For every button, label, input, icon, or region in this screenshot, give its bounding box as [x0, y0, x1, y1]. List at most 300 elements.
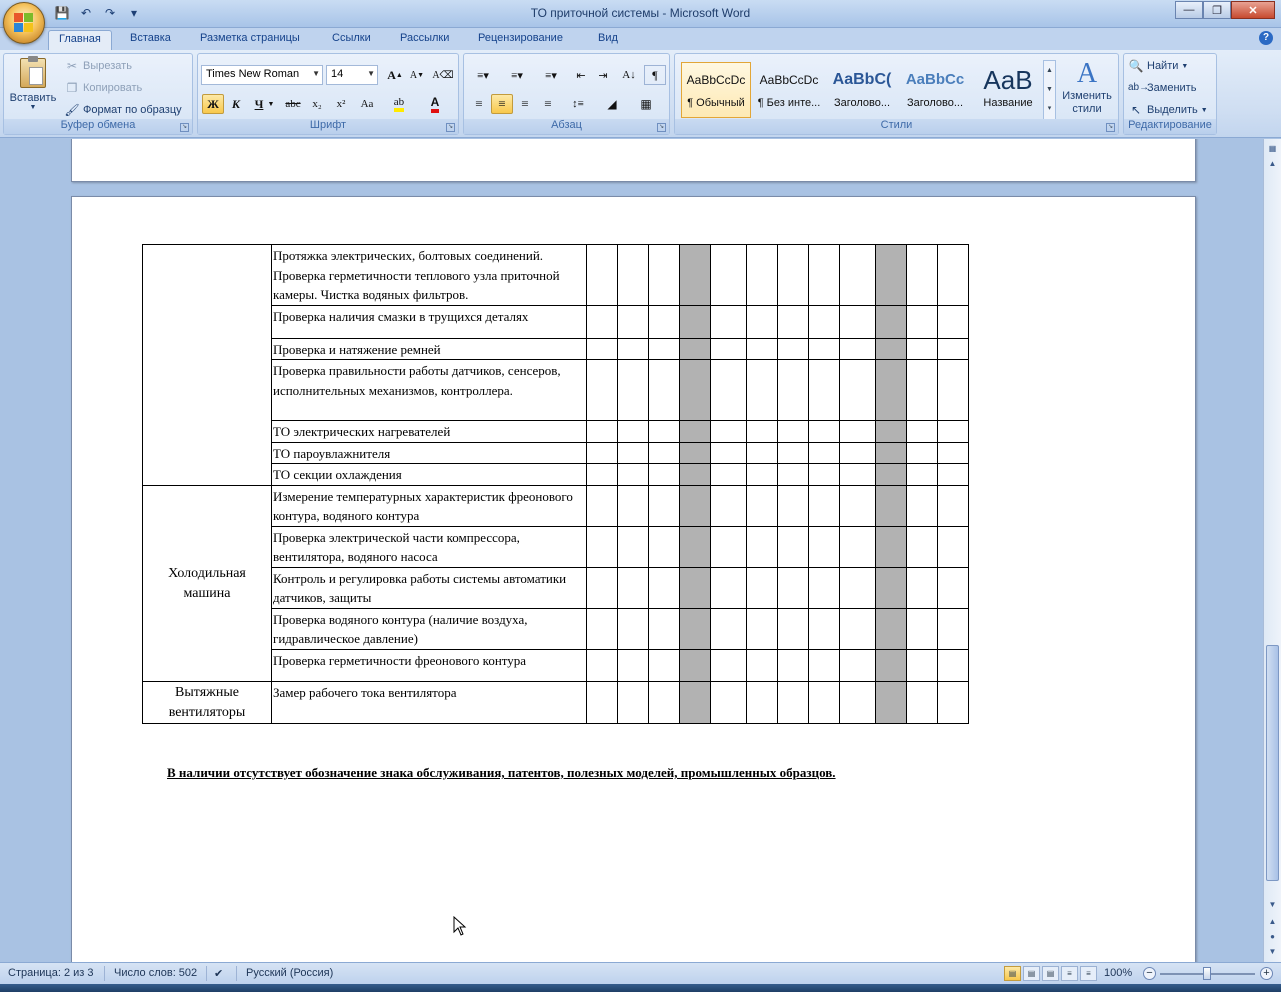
- schedule-cell[interactable]: [907, 245, 938, 306]
- schedule-cell[interactable]: [747, 245, 778, 306]
- paste-button[interactable]: [8, 56, 58, 118]
- office-logo-icon: [14, 13, 34, 33]
- align-left-button[interactable]: [468, 94, 490, 114]
- schedule-cell[interactable]: [778, 245, 809, 306]
- task-cell[interactable]: Протяжка электрических, болтовых соединений. Проверка герметичности теплового узла приточной камеры. Чистка водяных фильтров.: [272, 245, 587, 306]
- window-controls: [1175, 1, 1275, 19]
- schedule-cell[interactable]: [680, 245, 711, 306]
- task-cell[interactable]: Контроль и регулировка работы системы автоматики датчиков, защиты: [272, 567, 587, 608]
- line-spacing-button[interactable]: [564, 94, 592, 114]
- task-cell[interactable]: Проверка и натяжение ремней: [272, 338, 587, 360]
- schedule-cell[interactable]: [840, 245, 876, 306]
- schedule-cell[interactable]: [840, 442, 876, 464]
- task-cell[interactable]: ТО секции охлаждения: [272, 464, 587, 486]
- change-styles-label: Изменить стили: [1062, 90, 1112, 115]
- save-icon[interactable]: 💾: [54, 6, 70, 20]
- subscript-button[interactable]: x₂: [312, 98, 322, 110]
- schedule-cell[interactable]: [907, 649, 938, 681]
- align-right-icon: ≡: [521, 96, 529, 111]
- schedule-cell[interactable]: [840, 464, 876, 486]
- tab-view[interactable]: Вид: [598, 32, 618, 44]
- task-cell[interactable]: ТО электрических нагревателей: [272, 421, 587, 443]
- paragraph-group: [463, 53, 670, 135]
- schedule-cell[interactable]: [587, 305, 618, 338]
- mouse-cursor-icon: [453, 916, 467, 936]
- close-button[interactable]: ✕: [1231, 1, 1275, 19]
- schedule-cell[interactable]: [907, 567, 938, 608]
- ribbon: [0, 50, 1281, 138]
- schedule-cell[interactable]: [840, 526, 876, 567]
- numbering-icon: ≡▾: [511, 69, 523, 82]
- zoom-in-icon[interactable]: +: [1260, 967, 1273, 980]
- schedule-cell[interactable]: [876, 608, 907, 649]
- document-page[interactable]: [71, 196, 1196, 962]
- schedule-cell[interactable]: [907, 442, 938, 464]
- schedule-cell[interactable]: [587, 360, 618, 421]
- full-screen-reading-icon[interactable]: ▤: [1023, 966, 1040, 981]
- ribbon-tabs: [0, 28, 1281, 50]
- web-layout-icon[interactable]: ▤: [1042, 966, 1059, 981]
- show-marks-button[interactable]: [644, 65, 666, 85]
- schedule-cell[interactable]: [587, 608, 618, 649]
- next-page-icon[interactable]: ▼: [1268, 947, 1277, 956]
- schedule-cell[interactable]: [618, 442, 649, 464]
- schedule-cell[interactable]: [649, 464, 680, 486]
- schedule-cell[interactable]: [680, 442, 711, 464]
- style-sample: AaBbCcDc: [686, 73, 746, 87]
- tab-references[interactable]: Ссылки: [332, 32, 371, 44]
- schedule-cell[interactable]: [649, 526, 680, 567]
- borders-button[interactable]: [632, 94, 660, 114]
- align-right-button[interactable]: [514, 94, 536, 114]
- chevron-down-icon: ▼: [367, 69, 375, 78]
- task-cell[interactable]: Проверка наличия смазки в трущихся деталях: [272, 305, 587, 338]
- schedule-cell[interactable]: [711, 608, 747, 649]
- scroll-thumb[interactable]: [1266, 645, 1279, 881]
- underline-dropdown-icon[interactable]: ▼: [267, 100, 275, 108]
- schedule-cell[interactable]: [778, 608, 809, 649]
- schedule-cell[interactable]: [618, 360, 649, 421]
- font-color-icon: A: [431, 95, 440, 113]
- cursor-icon: ↖: [1130, 103, 1142, 117]
- change-styles-icon: A: [1076, 58, 1098, 89]
- schedule-cell[interactable]: [809, 681, 840, 723]
- schedule-cell[interactable]: [587, 649, 618, 681]
- zoom-slider-knob[interactable]: [1203, 967, 1211, 980]
- status-bar: [0, 962, 1281, 984]
- schedule-cell[interactable]: [747, 608, 778, 649]
- schedule-cell[interactable]: [907, 681, 938, 723]
- schedule-cell[interactable]: [907, 464, 938, 486]
- schedule-cell[interactable]: [809, 421, 840, 443]
- table-row: [143, 681, 969, 723]
- decrease-indent-button[interactable]: [570, 65, 592, 85]
- zoom-level[interactable]: 100%: [1104, 967, 1133, 979]
- strikethrough-button[interactable]: abc: [285, 98, 301, 110]
- schedule-cell[interactable]: [840, 608, 876, 649]
- clipboard-launcher-icon[interactable]: ↘: [181, 124, 188, 130]
- task-cell[interactable]: Замер рабочего тока вентилятора: [272, 681, 587, 723]
- schedule-cell[interactable]: [747, 305, 778, 338]
- schedule-cell[interactable]: [809, 245, 840, 306]
- font-name-combo[interactable]: [201, 65, 323, 85]
- schedule-cell[interactable]: [747, 681, 778, 723]
- shrink-font-icon: A: [409, 69, 418, 81]
- schedule-cell[interactable]: [840, 421, 876, 443]
- schedule-cell[interactable]: [840, 567, 876, 608]
- schedule-cell[interactable]: [907, 338, 938, 360]
- office-button[interactable]: [3, 2, 45, 44]
- task-cell[interactable]: Измерение температурных характеристик фреонового контура, водяного контура: [272, 485, 587, 526]
- brush-icon: 🖌: [64, 103, 80, 117]
- bold-button[interactable]: Ж: [202, 94, 224, 114]
- schedule-cell[interactable]: [809, 442, 840, 464]
- schedule-cell[interactable]: [938, 305, 969, 338]
- scroll-down-icon[interactable]: ▼: [1268, 900, 1277, 909]
- status-divider: [104, 966, 105, 981]
- windows-taskbar: [0, 984, 1281, 992]
- tab-review[interactable]: Рецензирование: [478, 32, 563, 44]
- paint-bucket-icon: ◢: [607, 96, 617, 111]
- style-normal[interactable]: [681, 62, 751, 118]
- schedule-cell[interactable]: [778, 338, 809, 360]
- schedule-cell[interactable]: [747, 360, 778, 421]
- style-no-spacing[interactable]: [754, 62, 824, 118]
- schedule-cell[interactable]: [711, 421, 747, 443]
- schedule-cell[interactable]: [649, 245, 680, 306]
- schedule-cell[interactable]: [680, 485, 711, 526]
- bullets-button[interactable]: [468, 65, 498, 85]
- schedule-cell[interactable]: [618, 245, 649, 306]
- schedule-cell[interactable]: [747, 485, 778, 526]
- redo-icon[interactable]: ↷: [104, 6, 116, 20]
- schedule-cell[interactable]: [711, 305, 747, 338]
- language-indicator[interactable]: Русский (Россия): [246, 967, 334, 979]
- schedule-cell[interactable]: [778, 567, 809, 608]
- maintenance-table: [142, 244, 969, 724]
- schedule-cell[interactable]: [809, 360, 840, 421]
- copy-button[interactable]: [64, 78, 142, 98]
- schedule-cell[interactable]: [876, 485, 907, 526]
- align-center-button[interactable]: [491, 94, 513, 114]
- schedule-cell[interactable]: [938, 360, 969, 421]
- document-area[interactable]: [0, 139, 1263, 962]
- schedule-cell[interactable]: [649, 608, 680, 649]
- schedule-cell[interactable]: [747, 464, 778, 486]
- schedule-cell[interactable]: [938, 526, 969, 567]
- font-size-combo[interactable]: [326, 65, 378, 85]
- grow-font-button[interactable]: A ▲: [387, 67, 403, 82]
- change-styles-button[interactable]: [1059, 58, 1115, 120]
- schedule-cell[interactable]: [778, 649, 809, 681]
- schedule-cell[interactable]: [711, 485, 747, 526]
- schedule-cell[interactable]: [618, 608, 649, 649]
- schedule-cell[interactable]: [938, 464, 969, 486]
- schedule-cell[interactable]: [907, 608, 938, 649]
- styles-scroll-buttons[interactable]: ▲ ▼ ▾: [1043, 60, 1056, 120]
- schedule-cell[interactable]: [680, 360, 711, 421]
- schedule-cell[interactable]: [711, 442, 747, 464]
- schedule-cell[interactable]: [938, 608, 969, 649]
- font-group: [197, 53, 459, 135]
- schedule-cell[interactable]: [778, 442, 809, 464]
- schedule-cell[interactable]: [618, 485, 649, 526]
- schedule-cell[interactable]: [907, 526, 938, 567]
- schedule-cell[interactable]: [587, 681, 618, 723]
- schedule-cell[interactable]: [747, 442, 778, 464]
- schedule-cell[interactable]: [809, 649, 840, 681]
- print-layout-icon[interactable]: ▤: [1004, 966, 1021, 981]
- schedule-cell[interactable]: [711, 526, 747, 567]
- schedule-cell[interactable]: [876, 338, 907, 360]
- schedule-cell[interactable]: [809, 464, 840, 486]
- clear-formatting-button[interactable]: [432, 65, 454, 85]
- schedule-cell[interactable]: [587, 526, 618, 567]
- underline-button[interactable]: Ч: [254, 96, 264, 111]
- schedule-cell[interactable]: [587, 567, 618, 608]
- window-title: ТО приточной системы - Microsoft Word: [530, 6, 751, 20]
- schedule-cell[interactable]: [840, 485, 876, 526]
- schedule-cell[interactable]: [747, 649, 778, 681]
- task-cell[interactable]: Проверка электрической части компрессора, вентилятора, водяного насоса: [272, 526, 587, 567]
- word-count[interactable]: Число слов: 502: [114, 967, 198, 979]
- shrink-font-button[interactable]: A ▼: [409, 69, 425, 81]
- browse-object-icon[interactable]: ●: [1270, 932, 1275, 941]
- scroll-up-icon[interactable]: ▲: [1268, 159, 1277, 168]
- schedule-cell[interactable]: [778, 421, 809, 443]
- schedule-cell[interactable]: [649, 485, 680, 526]
- tab-page-layout[interactable]: Разметка страницы: [200, 32, 300, 44]
- schedule-cell[interactable]: [876, 360, 907, 421]
- previous-page-icon[interactable]: ▲: [1268, 917, 1277, 926]
- schedule-cell[interactable]: [680, 421, 711, 443]
- style-sample: AaBbCc: [905, 71, 965, 88]
- schedule-cell[interactable]: [618, 681, 649, 723]
- vertical-scrollbar[interactable]: [1263, 139, 1281, 962]
- schedule-cell[interactable]: [680, 305, 711, 338]
- schedule-cell[interactable]: [840, 360, 876, 421]
- schedule-cell[interactable]: [649, 442, 680, 464]
- schedule-cell[interactable]: [876, 649, 907, 681]
- schedule-cell[interactable]: [649, 649, 680, 681]
- schedule-cell[interactable]: [649, 338, 680, 360]
- maximize-button[interactable]: ❐: [1203, 1, 1231, 19]
- schedule-cell[interactable]: [809, 305, 840, 338]
- schedule-cell[interactable]: [618, 305, 649, 338]
- schedule-cell[interactable]: [938, 338, 969, 360]
- schedule-cell[interactable]: [680, 681, 711, 723]
- draft-view-icon[interactable]: ≡: [1080, 966, 1097, 981]
- schedule-cell[interactable]: [649, 681, 680, 723]
- superscript-button[interactable]: x²: [336, 98, 346, 110]
- schedule-cell[interactable]: [840, 681, 876, 723]
- schedule-cell[interactable]: [711, 360, 747, 421]
- sort-button[interactable]: [618, 65, 640, 85]
- schedule-cell[interactable]: [876, 442, 907, 464]
- schedule-cell[interactable]: [876, 245, 907, 306]
- clear-formatting-icon: A⌫: [432, 69, 454, 81]
- schedule-cell[interactable]: [938, 245, 969, 306]
- schedule-cell[interactable]: [876, 421, 907, 443]
- schedule-cell[interactable]: [680, 526, 711, 567]
- schedule-cell[interactable]: [938, 421, 969, 443]
- schedule-cell[interactable]: [747, 421, 778, 443]
- schedule-cell[interactable]: [938, 485, 969, 526]
- schedule-cell[interactable]: [778, 681, 809, 723]
- schedule-cell[interactable]: [587, 338, 618, 360]
- schedule-cell[interactable]: [778, 485, 809, 526]
- page-count[interactable]: Страница: 2 из 3: [8, 967, 94, 979]
- schedule-cell[interactable]: [711, 681, 747, 723]
- schedule-cell[interactable]: [711, 649, 747, 681]
- select-button[interactable]: [1128, 100, 1208, 120]
- schedule-cell[interactable]: [680, 608, 711, 649]
- schedule-cell[interactable]: [649, 360, 680, 421]
- chevron-down-icon: ▼: [1181, 62, 1189, 70]
- schedule-cell[interactable]: [747, 338, 778, 360]
- paragraph-launcher-icon[interactable]: ↘: [658, 124, 665, 130]
- schedule-cell[interactable]: [747, 526, 778, 567]
- schedule-cell[interactable]: [876, 526, 907, 567]
- task-cell[interactable]: Проверка водяного контура (наличие воздуха, гидравлическое давление): [272, 608, 587, 649]
- schedule-cell[interactable]: [907, 421, 938, 443]
- schedule-cell[interactable]: [778, 526, 809, 567]
- style-heading-1[interactable]: [827, 62, 897, 118]
- cut-button[interactable]: [64, 56, 132, 76]
- schedule-cell[interactable]: [809, 485, 840, 526]
- ruler-toggle-icon[interactable]: ▦: [1268, 144, 1277, 153]
- task-cell[interactable]: Проверка правильности работы датчиков, сенсеров, исполнительных механизмов, контроллера.: [272, 360, 587, 421]
- minimize-button[interactable]: —: [1175, 1, 1203, 19]
- schedule-cell[interactable]: [809, 567, 840, 608]
- schedule-cell[interactable]: [587, 464, 618, 486]
- schedule-cell[interactable]: [711, 567, 747, 608]
- highlighter-icon: ab: [394, 96, 404, 112]
- schedule-cell[interactable]: [907, 360, 938, 421]
- grow-font-icon: A: [387, 67, 396, 82]
- group-name-cell[interactable]: [143, 245, 272, 486]
- schedule-cell[interactable]: [618, 464, 649, 486]
- schedule-cell[interactable]: [876, 567, 907, 608]
- schedule-cell[interactable]: [711, 245, 747, 306]
- undo-icon[interactable]: ↶: [80, 6, 92, 20]
- tab-home[interactable]: Главная: [48, 30, 112, 50]
- schedule-cell[interactable]: [840, 338, 876, 360]
- schedule-cell[interactable]: [938, 681, 969, 723]
- copy-label: Копировать: [83, 82, 143, 94]
- schedule-cell[interactable]: [778, 305, 809, 338]
- schedule-cell[interactable]: [649, 421, 680, 443]
- schedule-cell[interactable]: [840, 649, 876, 681]
- sort-icon: A↓: [622, 69, 636, 81]
- schedule-cell[interactable]: [840, 305, 876, 338]
- schedule-cell[interactable]: [938, 442, 969, 464]
- align-center-icon: ≡: [498, 96, 506, 111]
- schedule-cell[interactable]: [876, 464, 907, 486]
- outline-view-icon[interactable]: ≡: [1061, 966, 1078, 981]
- schedule-cell[interactable]: [747, 567, 778, 608]
- schedule-cell[interactable]: [907, 485, 938, 526]
- multilevel-list-icon: ≡▾: [545, 69, 557, 82]
- schedule-cell[interactable]: [876, 681, 907, 723]
- multilevel-list-button[interactable]: [536, 65, 566, 85]
- group-name-cell[interactable]: Холодильная машина: [143, 485, 272, 681]
- help-icon[interactable]: ?: [1259, 31, 1273, 45]
- schedule-cell[interactable]: [680, 649, 711, 681]
- increase-indent-button[interactable]: [592, 65, 614, 85]
- schedule-cell[interactable]: [618, 526, 649, 567]
- shading-button[interactable]: [598, 94, 626, 114]
- schedule-cell[interactable]: [618, 338, 649, 360]
- zoom-out-icon[interactable]: −: [1143, 967, 1156, 980]
- italic-button[interactable]: К: [231, 96, 241, 111]
- schedule-cell[interactable]: [618, 567, 649, 608]
- schedule-cell[interactable]: [711, 338, 747, 360]
- schedule-cell[interactable]: [876, 305, 907, 338]
- format-painter-button[interactable]: [64, 100, 182, 120]
- clipboard-icon: [20, 58, 46, 88]
- highlight-button[interactable]: [388, 94, 410, 114]
- schedule-cell[interactable]: [680, 567, 711, 608]
- schedule-cell[interactable]: [809, 338, 840, 360]
- borders-icon: ▦: [640, 96, 652, 111]
- replace-button[interactable]: [1128, 78, 1196, 98]
- schedule-cell[interactable]: [587, 421, 618, 443]
- schedule-cell[interactable]: [938, 567, 969, 608]
- style-sample: AaB: [983, 65, 1033, 95]
- schedule-cell[interactable]: [587, 245, 618, 306]
- schedule-cell[interactable]: [778, 464, 809, 486]
- schedule-cell[interactable]: [587, 442, 618, 464]
- schedule-cell[interactable]: [618, 649, 649, 681]
- schedule-cell[interactable]: [778, 360, 809, 421]
- customize-qat-icon[interactable]: ▾: [130, 6, 138, 20]
- tab-mailings[interactable]: Рассылки: [400, 32, 450, 44]
- font-group-label: Шрифт: [198, 119, 458, 134]
- schedule-cell[interactable]: [649, 567, 680, 608]
- style-name: Заголово...: [906, 97, 964, 109]
- schedule-cell[interactable]: [680, 338, 711, 360]
- task-cell[interactable]: Проверка герметичности фреонового контура: [272, 649, 587, 681]
- font-launcher-icon[interactable]: ↘: [447, 124, 454, 130]
- schedule-cell[interactable]: [809, 608, 840, 649]
- justify-button[interactable]: [537, 94, 559, 114]
- schedule-cell[interactable]: [680, 464, 711, 486]
- schedule-cell[interactable]: [907, 305, 938, 338]
- task-cell[interactable]: ТО пароувлажнителя: [272, 442, 587, 464]
- schedule-cell[interactable]: [649, 305, 680, 338]
- group-name-cell[interactable]: Вытяжные вентиляторы: [143, 681, 272, 723]
- schedule-cell[interactable]: [587, 485, 618, 526]
- schedule-cell[interactable]: [711, 464, 747, 486]
- notice-text: В наличии отсутствует обозначение знака обслуживания, патентов, полезных моделей, промышленных образцов.: [167, 765, 836, 780]
- title-bar: [0, 0, 1281, 28]
- schedule-cell[interactable]: [938, 649, 969, 681]
- replace-icon: ab→: [1128, 82, 1150, 93]
- find-button[interactable]: [1128, 56, 1188, 76]
- font-color-button[interactable]: [424, 94, 446, 114]
- schedule-cell[interactable]: [809, 526, 840, 567]
- spelling-check-icon[interactable]: ✔: [214, 968, 224, 980]
- styles-launcher-icon[interactable]: ↘: [1107, 124, 1114, 130]
- numbering-button[interactable]: [502, 65, 532, 85]
- schedule-cell[interactable]: [618, 421, 649, 443]
- style-heading-2[interactable]: [900, 62, 970, 118]
- change-case-button[interactable]: Aa: [360, 98, 374, 110]
- tab-insert[interactable]: Вставка: [130, 32, 171, 44]
- style-title[interactable]: [973, 62, 1043, 118]
- status-divider: [206, 966, 207, 981]
